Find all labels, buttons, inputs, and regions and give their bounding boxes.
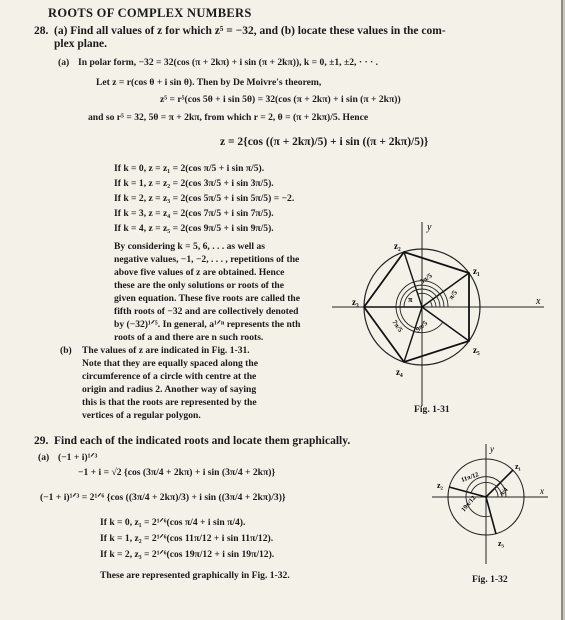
considering-line-6: fifth roots of −32 and are collectively denoted [114, 306, 299, 317]
p29-root-k0: If k = 0, z₁ = 2¹ᐟ⁶(cos π/4 + i sin π/4). [100, 517, 246, 528]
fig32-y-label: y [490, 444, 494, 454]
p29-root-k1: If k = 1, z₂ = 2¹ᐟ⁶(cos 11π/12 + i sin 11π/12). [100, 533, 274, 544]
figure-1-31 [330, 220, 550, 410]
polar-form-line: In polar form, −32 = 32(cos (π + 2kπ) + i sin (π + 2kπ)), k = 0, ±1, ±2, · · · . [78, 57, 379, 68]
part-b-line-2: Note that they are equally spaced along the [82, 358, 258, 369]
problem-28-number: 28. [34, 25, 49, 37]
fig31-z4: z₄ [396, 367, 403, 377]
problem-29-question: Find each of the indicated roots and locate them graphically. [54, 435, 351, 447]
considering-line-4: these are the only solutions or roots of the [114, 280, 285, 291]
fig32-z2: z₂ [437, 481, 443, 490]
fig31-x-label: x [536, 296, 541, 307]
fig32-z3: z₃ [498, 539, 504, 548]
problem-28-question: (a) Find all values of z for which z⁵ = −32, and (b) locate these values in the com- [54, 25, 446, 37]
part-b-line-4: origin and radius 2. Another way of saying [82, 384, 257, 395]
fig31-angle-5: 9π/5 [414, 319, 430, 334]
considering-line-1: By considering k = 5, 6, . . . as well as [114, 241, 265, 252]
part-b-line-3: circumference of a circle with centre at the [82, 371, 257, 382]
root-k1: If k = 1, z = z₂ = 2(cos 3π/5 + i sin 3π/5). [114, 178, 274, 189]
and-so-line: and so r⁵ = 32, 5θ = π + 2kπ, from which r = 2, θ = (π + 2kπ)/5. Hence [88, 112, 369, 123]
let-line: Let z = r(cos θ + i sin θ). Then by De Moivre's theorem, [96, 77, 322, 88]
fig31-angle-3: π [408, 295, 413, 304]
part-b-line-6: vertices of a regular polygon. [82, 410, 201, 421]
fig31-angle-1: π/5 [447, 288, 459, 302]
de-moivre-line: z⁵ = r⁵(cos 5θ + i sin 5θ) = 32(cos (π + 2kπ) + i sin (π + 2kπ)) [160, 94, 401, 105]
fig-1-31-caption: Fig. 1-31 [414, 404, 450, 415]
fig31-z3: z₃ [352, 297, 359, 307]
fig31-angle-4: 7π/5 [390, 318, 405, 334]
fig31-y-label: y [427, 222, 432, 233]
fig32-z1: z₁ [515, 462, 521, 471]
fig31-z1: z₁ [473, 266, 480, 276]
angle-arc-1 [430, 301, 432, 307]
p29-represented-line: These are represented graphically in Fig. 1-32. [100, 570, 290, 581]
fig31-angle-2: 3π/5 [418, 271, 434, 286]
part-a-label: (a) [58, 57, 70, 68]
considering-line-7: by (−32)¹ᐟ⁵. In general, a¹ᐟⁿ represents the nth [114, 319, 301, 330]
problem-29-root-formula: (−1 + i)¹ᐟ³ = 2¹ᐟ⁶ {cos ((3π/4 + 2kπ)/3) + i sin ((3π/4 + 2kπ)/3)} [40, 492, 286, 503]
fig31-z5: z₅ [473, 345, 480, 355]
page-edge [561, 0, 563, 620]
problem-29-polar-line: −1 + i = √2 {cos (3π/4 + 2kπ) + i sin (3π/4 + 2kπ)} [78, 467, 276, 478]
problem-29-expression: (−1 + i)¹ᐟ³ [58, 452, 98, 463]
figure-1-32 [430, 442, 550, 567]
section-title: ROOTS OF COMPLEX NUMBERS [48, 6, 252, 20]
root-k4: If k = 4, z = z₅ = 2(cos 9π/5 + i sin 9π/5). [114, 223, 274, 234]
problem-29-number: 29. [34, 435, 49, 447]
fig32-angle-1: π/4 [498, 486, 510, 498]
radius-z5 [422, 307, 469, 341]
problem-28-question-cont: plex plane. [54, 38, 108, 50]
fig31-z2: z₂ [394, 241, 401, 251]
problem-29-part-a-label: (a) [38, 452, 50, 463]
part-b-line-5: this is that the roots are represented by the [82, 397, 257, 408]
root-k2: If k = 2, z = z₃ = 2(cos 5π/5 + i sin 5π/5) = −2. [114, 193, 295, 204]
part-b-line-1: The values of z are indicated in Fig. 1-31. [82, 345, 250, 356]
considering-line-8: roots of a and there are n such roots. [114, 332, 264, 343]
p29-root-k2: If k = 2, z₃ = 2¹ᐟ⁶(cos 19π/12 + i sin 19π/12). [100, 549, 275, 560]
part-b-label: (b) [60, 345, 72, 356]
radius-z3 [486, 497, 496, 534]
z-general-formula: z = 2{cos ((π + 2kπ)/5) + i sin ((π + 2kπ)/5)} [220, 136, 429, 148]
root-k3: If k = 3, z = z₄ = 2(cos 7π/5 + i sin 7π/5). [114, 208, 274, 219]
fig32-angle-2: 11π/12 [460, 471, 480, 484]
considering-line-2: negative values, −1, −2, . . . , repetitions of the [114, 254, 300, 265]
considering-line-5: given equation. These five roots are called the [114, 293, 301, 304]
root-k0: If k = 0, z = z₁ = 2(cos π/5 + i sin π/5). [114, 163, 265, 174]
radius-z4 [404, 307, 422, 362]
fig-1-32-caption: Fig. 1-32 [472, 574, 508, 585]
considering-line-3: above five values of z are obtained. Hence [114, 267, 285, 278]
fig32-x-label: x [540, 486, 544, 496]
fig32-angle-3: 19π/12 [460, 494, 478, 514]
